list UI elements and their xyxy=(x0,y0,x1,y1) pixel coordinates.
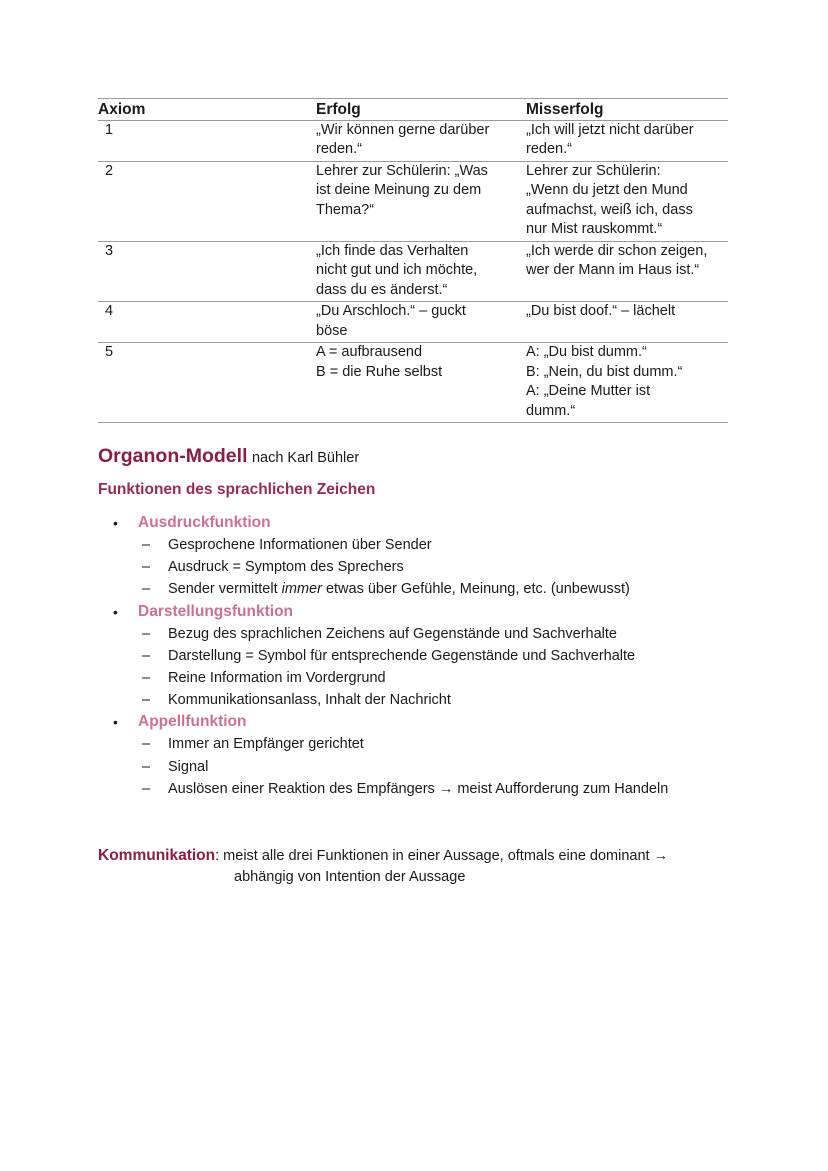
cell-line: „Ich finde das Verhalten xyxy=(316,242,469,259)
list-item-text xyxy=(168,756,208,778)
axiom-table xyxy=(98,98,728,423)
list-item xyxy=(0,733,828,755)
cell-misserfolg xyxy=(526,241,728,302)
function-item xyxy=(0,512,828,601)
cell-line: nicht gut und ich möchte, xyxy=(316,262,478,278)
conclusion xyxy=(98,845,738,888)
organon-subtitle: nach Karl Bühler xyxy=(251,450,360,466)
function-item xyxy=(0,601,828,712)
conclusion-line-2: abhängig von Intention der Aussage xyxy=(234,869,466,885)
list-item xyxy=(0,667,828,689)
text-segment: Sender vermittelt xyxy=(168,581,282,598)
table-header-row xyxy=(98,99,728,121)
cell-line: „Du bist doof.“ – lächelt xyxy=(526,303,676,319)
functions-heading: Funktionen des sprachlichen Zeichen xyxy=(98,481,376,498)
function-title: Appellfunktion xyxy=(138,713,247,731)
conclusion-line-1 xyxy=(98,845,738,867)
list-item-text xyxy=(168,667,386,689)
cell-axiom: 4 xyxy=(98,302,316,343)
cell-misserfolg xyxy=(526,302,728,343)
cell-axiom: 5 xyxy=(98,343,316,423)
header-axiom: Axiom xyxy=(98,99,316,121)
function-head xyxy=(0,711,828,733)
organon-title: Organon-Modell xyxy=(98,445,248,467)
cell-erfolg xyxy=(316,120,526,161)
dash-icon: – xyxy=(142,758,151,775)
cell-line: ist deine Meinung zu dem xyxy=(316,182,482,198)
bullet-icon: • xyxy=(113,603,118,620)
function-title: Ausdruckfunktion xyxy=(138,514,271,531)
text-segment: Darstellung = Symbol für entsprechende Gegenstände und Sachverhalte xyxy=(168,647,636,664)
text-segment: Auslösen einer Reaktion des Empfängers → meist Aufforderung zum Handeln xyxy=(168,780,669,797)
list-item xyxy=(0,534,828,556)
list-item-text xyxy=(168,578,630,600)
cell-misserfolg xyxy=(526,120,728,161)
cell-misserfolg xyxy=(526,161,728,241)
cell-line: A = aufbrausend xyxy=(316,344,423,360)
bullet-icon: • xyxy=(113,515,118,531)
list-item-text xyxy=(168,689,451,711)
conclusion-label: Kommunikation xyxy=(98,847,216,864)
dash-icon: – xyxy=(142,537,151,553)
cell-line: „Ich werde dir schon zeigen, xyxy=(526,242,708,259)
function-head xyxy=(0,512,828,534)
cell-line: „Wenn du jetzt den Mund xyxy=(526,182,688,198)
cell-misserfolg xyxy=(526,343,728,423)
cell-line: B = die Ruhe selbst xyxy=(316,363,443,380)
function-title: Darstellungsfunktion xyxy=(138,602,294,620)
cell-axiom: 3 xyxy=(98,241,316,302)
cell-erfolg xyxy=(316,241,526,302)
list-item-text xyxy=(168,556,404,578)
list-item-text xyxy=(168,778,668,800)
cell-line: Thema?“ xyxy=(316,201,375,218)
text-segment: Gesprochene Informationen über Sender xyxy=(168,537,432,553)
cell-line: reden.“ xyxy=(316,141,362,157)
list-item xyxy=(0,778,828,800)
dash-icon: – xyxy=(142,736,151,753)
dash-icon: – xyxy=(142,581,151,598)
list-item xyxy=(0,623,828,645)
cell-line: A: „Du bist dumm.“ xyxy=(526,344,647,360)
organon-heading xyxy=(98,445,359,468)
cell-line: reden.“ xyxy=(526,141,572,157)
cell-line: „Du Arschloch.“ – guckt xyxy=(316,303,466,319)
text-segment: Bezug des sprachlichen Zeichens auf Gegenstände und Sachverhalte xyxy=(168,625,617,642)
cell-line: Lehrer zur Schülerin: xyxy=(526,162,661,179)
table-row xyxy=(98,120,728,161)
text-segment: Signal xyxy=(168,758,209,775)
functions-list xyxy=(0,512,828,800)
dash-icon: – xyxy=(142,669,151,686)
cell-axiom: 2 xyxy=(98,161,316,241)
table-row xyxy=(98,302,728,343)
cell-line: B: „Nein, du bist dumm.“ xyxy=(526,363,683,380)
cell-line: A: „Deine Mutter ist xyxy=(526,383,651,399)
function-item xyxy=(0,711,828,800)
table-body xyxy=(98,120,728,423)
list-item xyxy=(0,689,828,711)
dash-icon: – xyxy=(142,625,151,642)
header-erfolg: Erfolg xyxy=(316,99,526,121)
cell-line: „Ich will jetzt nicht darüber xyxy=(526,121,694,138)
cell-erfolg xyxy=(316,161,526,241)
list-item-text xyxy=(168,733,364,755)
list-item xyxy=(0,556,828,578)
table-row xyxy=(98,343,728,423)
text-segment: Ausdruck = Symptom des Sprechers xyxy=(168,559,404,576)
dash-icon: – xyxy=(142,647,151,664)
dash-icon: – xyxy=(142,780,151,797)
cell-line: Lehrer zur Schülerin: „Was xyxy=(316,162,488,179)
list-item xyxy=(0,756,828,778)
function-head xyxy=(0,601,828,623)
emphasis-text: immer xyxy=(281,581,322,598)
text-segment: Immer an Empfänger gerichtet xyxy=(168,736,364,753)
list-item-text xyxy=(168,645,635,667)
cell-line: dass du es änderst.“ xyxy=(316,281,448,298)
dash-icon: – xyxy=(142,559,151,576)
header-misserfolg: Misserfolg xyxy=(526,99,728,121)
cell-erfolg xyxy=(316,302,526,343)
text-segment: Kommunikationsanlass, Inhalt der Nachricht xyxy=(168,692,451,709)
cell-line: aufmachst, weiß ich, dass xyxy=(526,201,693,218)
cell-erfolg xyxy=(316,343,526,423)
cell-line: dumm.“ xyxy=(526,402,576,419)
conclusion-text-1: : meist alle drei Funktionen in einer Aussage, oftmals eine dominant → xyxy=(215,848,669,864)
cell-line: nur Mist rauskommt.“ xyxy=(526,221,663,237)
list-item-text xyxy=(168,623,617,645)
table-row xyxy=(98,161,728,241)
list-item-text xyxy=(168,534,432,556)
list-item xyxy=(0,645,828,667)
cell-line: „Wir können gerne darüber xyxy=(316,121,490,138)
text-segment: Reine Information im Vordergrund xyxy=(168,669,386,686)
cell-axiom: 1 xyxy=(98,120,316,161)
cell-line: wer der Mann im Haus ist.“ xyxy=(526,262,700,278)
text-segment: etwas über Gefühle, Meinung, etc. (unbewusst) xyxy=(321,581,630,598)
list-item xyxy=(0,578,828,600)
bullet-icon: • xyxy=(113,714,118,731)
dash-icon: – xyxy=(142,692,151,709)
table-row xyxy=(98,241,728,302)
cell-line: böse xyxy=(316,322,348,339)
